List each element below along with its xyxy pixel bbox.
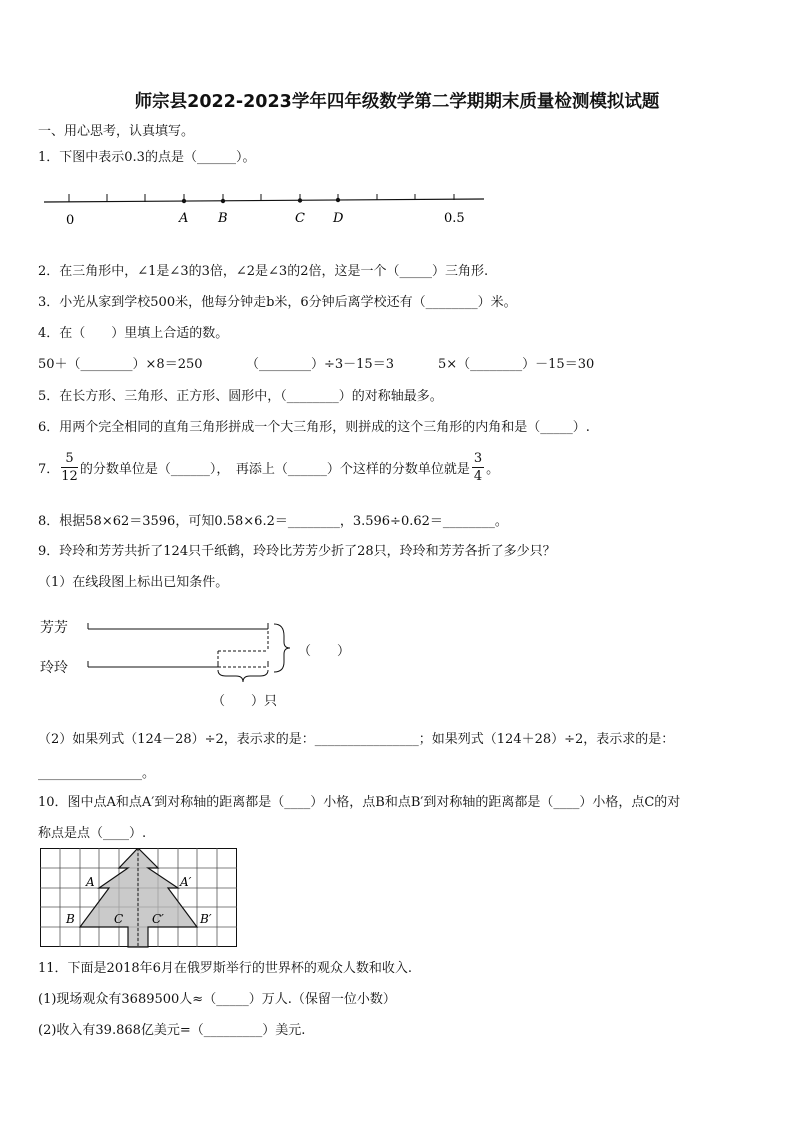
question-5: 5．在长方形、三角形、正方形、圆形中，（________）的对称轴最多。: [38, 389, 443, 404]
question-9-part-1: （1）在线段图上标出已知条件。: [38, 575, 229, 590]
fraction-5-12: [61, 452, 78, 483]
label-zero: 0: [66, 213, 75, 228]
question-10: 10．图中点A和点A′到对称轴的距离都是（____）小格，点B和点B′到对称轴的距离都是（____）小格，点C的对: [38, 795, 681, 810]
fraction-denominator: 12: [61, 469, 78, 484]
question-4: 4．在（ ）里填上合适的数。: [38, 326, 229, 341]
label-a-prime: A′: [180, 875, 192, 889]
question-3: 3．小光从家到学校500米，他每分钟走b米，6分钟后离学校还有（________）米。: [38, 295, 517, 310]
number-line-figure: [40, 186, 490, 228]
question-2: 2．在三角形中，∠1是∠3的3倍，∠2是∠3的2倍，这是一个（_____）三角形.: [38, 264, 489, 279]
segment-diagram: [80, 612, 300, 692]
question-4-equation-2: （________）÷3－15＝3: [246, 357, 394, 372]
question-10-continued: 称点是点（____）.: [38, 826, 147, 841]
label-c: C: [114, 912, 124, 926]
question-11-part-1: (1)现场观众有3689500人≈（_____）万人.（保留一位小数）: [38, 992, 396, 1007]
question-7-end: 。: [486, 462, 500, 477]
point-d-dot: [336, 198, 340, 202]
section-heading: 一、用心思考，认真填写。: [38, 124, 195, 139]
brace-blank: （ ）: [298, 644, 351, 659]
under-brace-blank: （ ）只: [212, 694, 278, 709]
label-b: B: [66, 912, 75, 926]
question-8: 8．根据58×62＝3596，可知0.58×6.2＝________，3.596÷0.62＝________。: [38, 514, 508, 529]
fraction-3-4: [472, 452, 484, 483]
question-11: 11．下面是2018年6月在俄罗斯举行的世界杯的观众人数和收入.: [38, 961, 413, 976]
question-9: 9．玲玲和芳芳共折了124只千纸鹤，玲玲比芳芳少折了28只，玲玲和芳芳各折了多少只？: [38, 544, 556, 559]
point-b-dot: [221, 199, 225, 203]
question-11-part-2: (2)收入有39.868亿美元=（_________）美元.: [38, 1023, 306, 1038]
label-a: A: [86, 875, 95, 889]
question-9-part-2-continued: ________________。: [38, 766, 156, 781]
label-a: A: [179, 211, 189, 226]
label-b-prime: B′: [200, 912, 212, 926]
tree-grid-figure: [40, 848, 238, 948]
question-1: 1．下图中表示0.3的点是（______）。: [38, 150, 256, 165]
label-d: D: [333, 211, 344, 226]
point-a-dot: [182, 199, 186, 203]
fraction-numerator: 5: [61, 452, 78, 468]
question-7: [38, 452, 499, 483]
label-fangfang: 芳芳: [40, 620, 68, 636]
question-4-equation-1: 50＋（________）×8＝250: [38, 357, 203, 372]
under-brace: [218, 670, 268, 682]
question-7-text: 的分数单位是（______）， 再添上（______）个这样的分数单位就是: [79, 462, 470, 477]
label-c-prime: C′: [152, 912, 164, 926]
label-b: B: [218, 211, 228, 226]
label-c: C: [295, 211, 305, 226]
point-c-dot: [298, 198, 302, 202]
question-4-equation-3: 5×（________）－15＝30: [438, 357, 595, 372]
brace: [274, 624, 290, 672]
fraction-numerator: 3: [473, 451, 483, 466]
page-title: 师宗县2022-2023学年四年级数学第二学期期末质量检测模拟试题: [134, 92, 660, 112]
label-lingling: 玲玲: [40, 660, 68, 676]
question-9-part-2: （2）如果列式（124－28）÷2，表示求的是：________________；如果列式（124＋28）÷2，表示求的是：: [38, 732, 675, 747]
question-7-number: 7．: [38, 462, 60, 477]
fraction-denominator: 4: [473, 469, 483, 484]
number-line: [44, 199, 484, 202]
number-line-ticks: [69, 194, 454, 202]
label-half: 0.5: [444, 211, 465, 226]
question-6: 6．用两个完全相同的直角三角形拼成一个大三角形，则拼成的这个三角形的内角和是（_____）.: [38, 420, 590, 435]
